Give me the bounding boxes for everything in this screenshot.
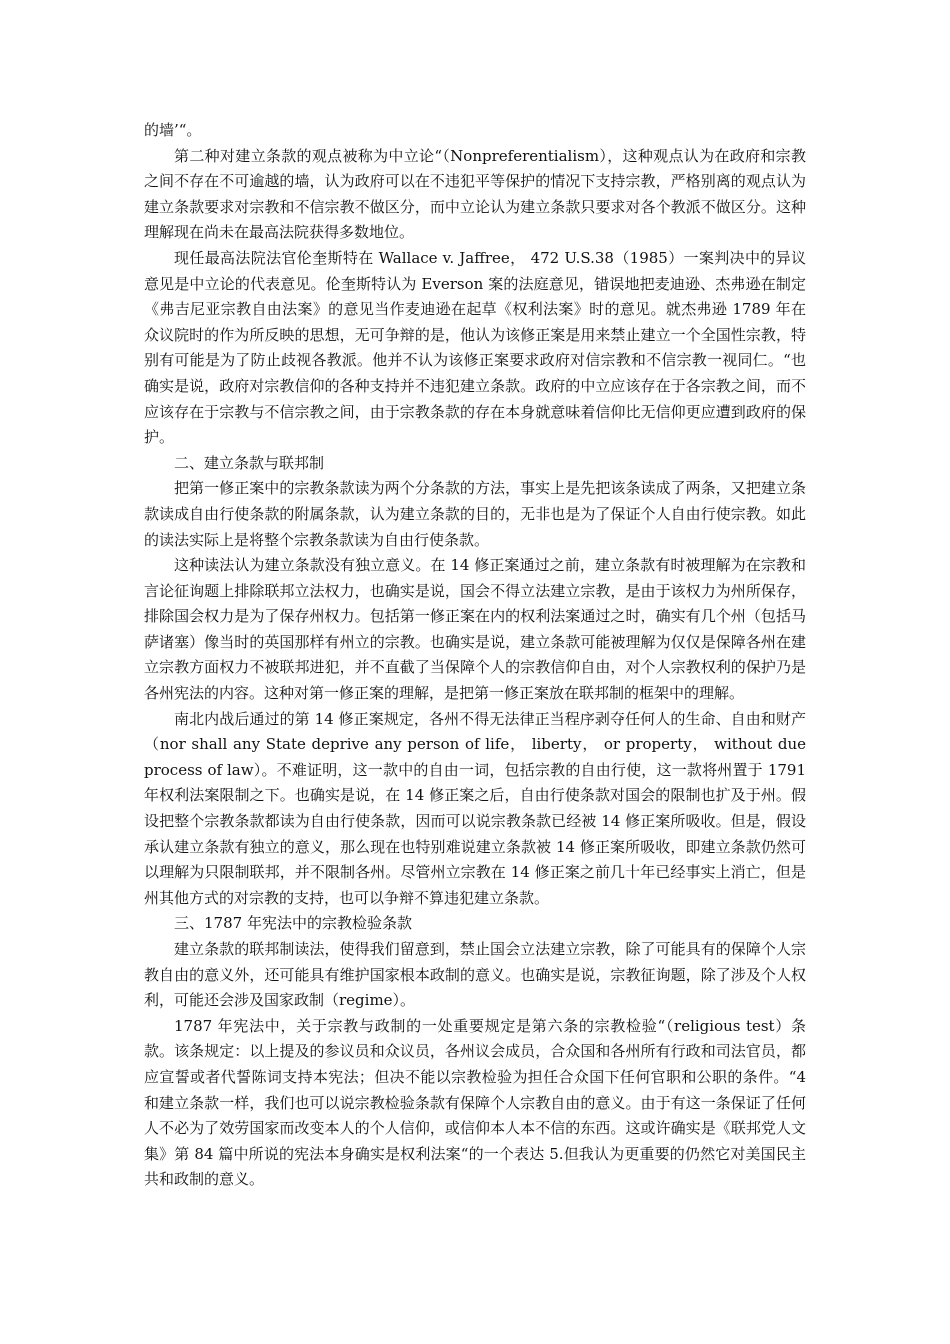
paragraph-federal-reading: 建立条款的联邦制读法，使得我们留意到，禁止国会立法建立宗教，除了可能具有的保障个人宗教自由的意义外，还可能具有维护国家根本政制的意义。也确实是说，宗教征询题，除了涉及个人权利，可能还会涉及国家政制（regime）。 bbox=[144, 940, 806, 1010]
paragraph-article-six: 1787 年宪法中，关于宗教与政制的一处重要规定是第六条的宗教检验“（religious test）条款。该条规定：以上提及的参议员和众议员，各州议会成员，合众国和各州所有行政和司法官员，都应宣誓或者代誓陈词支持本宪法；但决不能以宗教检验为担任合众国下任何官职和公职的条件。“4 和建立条款一样，我们也可以说宗教检验条款有保障个人宗教自由的意义。由于有这一条保证了任何人不必为了效劳国家而改变本人的个人信仰，或信仰本人本不信的东西。这或许确实是《联邦党人文集》第 84 篇中所说的宪法本身确实是权利法案“的一个表达 5.但我认为更重要的仍然它对美国民主共和政制的意义。 bbox=[144, 1016, 806, 1189]
paragraph-rehnquist-dissent: 现任最高法院法官伦奎斯特在 Wallace v. Jaffree， 472 U.S.38（1985）一案判决中的异议意见是中立论的代表意见。伦奎斯特认为 Everson 案的法庭意见，错误地把麦迪逊、杰弗逊在制定《弗吉尼亚宗教自由法案》的意见当作麦迪逊在起草《权利法案》时的意见。就杰弗逊 1789 年在众议院时的作为所反映的思想，无可争辩的是，他认为该修正案是用来禁止建立一个全国性宗教，特别有可能是为了防止歧视各教派。他并不认为该修正案要求政府对信宗教和不信宗教一视同仁。“也确实是说，政府对宗教信仰的各种支持并不违犯建立条款。政府的中立应该存在于各宗教之间，而不应该存在于宗教与不信宗教之间，由于宗教条款的存在本身就意味着信仰比无信仰更应遭到政府的保护。 bbox=[144, 248, 806, 447]
section-heading-federalism: 二、建立条款与联邦制 bbox=[174, 453, 325, 472]
paragraph-fourteenth-amendment: 南北内战后通过的第 14 修正案规定，各州不得无法律正当程序剥夺任何人的生命、自由和财产（nor shall any State deprive any person of life， liberty， or property， without due process of law）。不难证明，这一款中的自由一词，包括宗教的自由行使，这一款将州置于 1791 年权利法案限制之下。也确实是说，在 14 修正案之后，自由行使条款对国会的限制也扩及于州。假设把整个宗教条款都读为自由行使条款，因而可以说宗教条款已经被 14 修正案所吸收。但是，假设承认建立条款有独立的意义，那么现在也特别难说建立条款被 14 修正案所吸收，即建立条款仍然可以理解为只限制联邦，并不限制各州。尽管州立宗教在 14 修正案之前几十年已经事实上消亡，但是州其他方式的对宗教的支持，也可以争辩不算违犯建立条款。 bbox=[144, 709, 806, 907]
section-heading-religious-test: 三、1787 年宪法中的宗教检验条款 bbox=[174, 914, 412, 933]
paragraph-two-clauses: 把第一修正案中的宗教条款读为两个分条款的方法，事实上是先把该条读成了两条，又把建立条款读成自由行使条款的附属条款，认为建立条款的目的，无非也是为了保证个人自由行使宗教。如此的读法实际上是将整个宗教条款读为自由行使条款。 bbox=[144, 479, 806, 549]
paragraph-nonpreferentialism: 第二种对建立条款的观点被称为中立论“（Nonpreferentialism），这种观点认为在政府和宗教之间不存在不可逾越的墙，认为政府可以在不违犯平等保护的情况下支持宗教，严格别离的观点认为建立条款要求对宗教和不信宗教不做区分，而中立论认为建立条款只要求对各个教派不做区分。这种理解现在尚未在最高法院获得多数地位。 bbox=[144, 146, 806, 242]
paragraph-continuation: 的墙’“。 bbox=[144, 121, 202, 139]
paragraph-no-independent-meaning: 这种读法认为建立条款没有独立意义。在 14 修正案通过之前，建立条款有时被理解为在宗教和言论征询题上排除联邦立法权力，也确实是说，国会不得立法建立宗教，是由于该权力为州所保存，排除国会权力是为了保存州权力。包括第一修正案在内的权利法案通过之时，确实有几个州（包括马萨诸塞）像当时的英国那样有州立的宗教。也确实是说，建立条款可能被理解为仅仅是保障各州在建立宗教方面权力不被联邦进犯，并不直截了当保障个人的宗教信仰自由，对个人宗教权利的保护乃是各州宪法的内容。这种对第一修正案的理解，是把第一修正案放在联邦制的框架中的理解。 bbox=[144, 556, 806, 703]
document-page bbox=[144, 118, 806, 1193]
